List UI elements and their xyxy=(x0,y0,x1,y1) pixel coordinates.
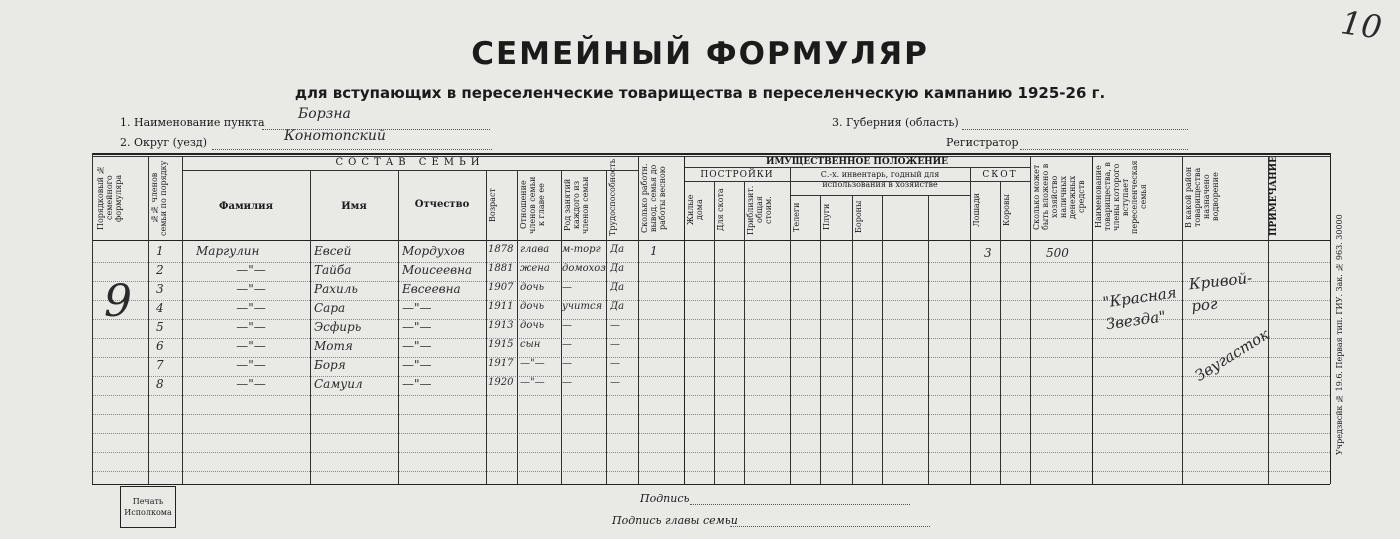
row-7-surname: —"— xyxy=(236,358,266,372)
col-occupation: Род занятий каждого из членов семьи xyxy=(563,176,590,234)
row-8-occupation: — xyxy=(562,377,572,388)
col-name: Имя xyxy=(341,201,367,212)
col-area: В какой район товарищества назначено водворение xyxy=(1184,166,1220,228)
row-6-name: Мотя xyxy=(314,339,353,353)
col-money: Сколько может быть вложено в хозяйство наличных денежных средств xyxy=(1032,163,1086,231)
row-4-able: Да xyxy=(610,301,625,312)
row-2-occupation: домохоз xyxy=(562,263,606,274)
district-value: Конотопский xyxy=(284,128,386,144)
point-value: Борзна xyxy=(298,106,351,122)
col-order-no: Порядковый № семейного формуляра xyxy=(96,165,123,231)
row-6-occupation: — xyxy=(562,339,572,350)
row-1-able: Да xyxy=(610,244,625,255)
col-workers: Сколько работн. вывод. семья до работы весною xyxy=(640,163,667,233)
area-value-1: Кривой-рог xyxy=(1188,268,1253,316)
row-3-relation: дочь xyxy=(520,282,545,293)
col-patronymic: Отчество xyxy=(414,199,470,210)
row-1-occupation: м-торг xyxy=(562,244,601,255)
col-inventory-group: С.-х. инвентарь, годный для использования в хозяйстве xyxy=(820,170,940,189)
point-label: 1. Наименование пункта xyxy=(120,116,265,129)
row-2-able: Да xyxy=(610,263,625,274)
row-6-surname: —"— xyxy=(236,339,266,353)
col-partnership: Наименование товарищества, в члены которого вступает переселенческая семья xyxy=(1094,160,1148,234)
partnership-value: "Красная Звезда" xyxy=(1101,283,1178,334)
row-7-patronymic: —"— xyxy=(402,358,432,372)
row-5-name: Эсфирь xyxy=(314,320,362,334)
row-7-name: Боря xyxy=(314,358,346,372)
col-houses: Жилые дома xyxy=(686,194,704,226)
col-sheds: Для скота xyxy=(716,188,725,232)
col-property-group: ИМУЩЕСТВЕННОЕ ПОЛОЖЕНИЕ xyxy=(765,157,949,167)
row-5-relation: дочь xyxy=(520,320,545,331)
row-8-no: 8 xyxy=(156,377,164,391)
col-notes: ПРИМЕЧАНИЕ xyxy=(1269,155,1279,236)
row-8-patronymic: —"— xyxy=(402,377,432,391)
row-6-able: — xyxy=(610,339,620,350)
col-member-no: №№ членов семьи по порядку xyxy=(150,160,168,236)
row-7-able: — xyxy=(610,358,620,369)
form-subtitle: для вступающих в переселенческие товарищества в переселенческую кампанию 1925-26 г. xyxy=(294,84,1106,102)
row-3-name: Рахиль xyxy=(314,282,358,296)
row-5-no: 5 xyxy=(156,320,164,334)
row-2-no: 2 xyxy=(156,263,164,277)
row-6-age: 1915 xyxy=(488,339,514,350)
row-3-no: 3 xyxy=(156,282,164,296)
family-order-no: 9 xyxy=(104,276,132,327)
row-3-able: Да xyxy=(610,282,625,293)
row-8-able: — xyxy=(610,377,620,388)
col-cows: Коровы xyxy=(1002,194,1011,226)
row-1-surname: Маргулин xyxy=(196,244,260,258)
col-ploughs: Плуги xyxy=(822,203,831,231)
row-5-able: — xyxy=(610,320,620,331)
row-1-age: 1878 xyxy=(488,244,514,255)
row-1-no: 1 xyxy=(156,244,164,258)
row-5-patronymic: —"— xyxy=(402,320,432,334)
col-buildings-group: ПОСТРОЙКИ xyxy=(700,170,774,180)
col-harrows: Бороны xyxy=(854,200,863,234)
col-able: Трудоспособность xyxy=(608,158,617,236)
printer-imprint: Учредзвсйк № 19.6. Первая тип. ГИУ. Зак. № 963. 30000 xyxy=(1335,214,1344,456)
col-horses: Лошади xyxy=(972,193,981,227)
row-6-relation: сын xyxy=(520,339,541,350)
row-2-surname: —"— xyxy=(236,263,266,277)
horses-value: 3 xyxy=(984,246,992,260)
row-2-age: 1881 xyxy=(488,263,514,274)
province-label: 3. Губерния (область) xyxy=(832,116,959,129)
row-1-name: Евсей xyxy=(314,244,352,258)
row-2-name: Тайба xyxy=(314,263,352,277)
row-1-workers: 1 xyxy=(650,244,658,258)
row-4-relation: дочь xyxy=(520,301,545,312)
col-surname: Фамилия xyxy=(219,201,273,212)
col-cattle-group: СКОТ xyxy=(982,170,1018,180)
row-4-patronymic: —"— xyxy=(402,301,432,315)
row-8-surname: —"— xyxy=(236,377,266,391)
form-title: СЕМЕЙНЫЙ ФОРМУЛЯР xyxy=(471,36,929,72)
row-8-relation: —"— xyxy=(520,377,545,388)
signature-label: Подпись xyxy=(640,492,690,505)
row-6-no: 6 xyxy=(156,339,164,353)
row-4-no: 4 xyxy=(156,301,164,315)
district-label: 2. Округ (уезд) xyxy=(120,136,207,149)
row-7-age: 1917 xyxy=(488,358,514,369)
row-5-surname: —"— xyxy=(236,320,266,334)
registrar-label: Регистратор xyxy=(946,136,1019,149)
row-3-occupation: — xyxy=(562,282,572,293)
col-carts: Телеги xyxy=(792,202,801,232)
row-3-surname: —"— xyxy=(236,282,266,296)
row-2-relation: жена xyxy=(520,263,550,274)
stamp-label: Печать Исполкома xyxy=(124,497,172,517)
row-7-no: 7 xyxy=(156,358,164,372)
money-value: 500 xyxy=(1046,246,1069,260)
row-3-age: 1907 xyxy=(488,282,514,293)
row-8-age: 1920 xyxy=(488,377,514,388)
area-value-2: Звугасток xyxy=(1191,325,1273,385)
col-value: Приблизит. общая стоим. xyxy=(746,185,773,235)
stamp-box xyxy=(120,486,176,528)
row-1-relation: глава xyxy=(520,244,550,255)
row-8-name: Самуил xyxy=(314,377,363,391)
row-1-patronymic: Мордухов xyxy=(402,244,465,258)
col-relation: Отношение членов семьи к главе ее xyxy=(519,176,546,234)
row-3-patronymic: Евсеевна xyxy=(402,282,461,296)
row-5-occupation: — xyxy=(562,320,572,331)
row-5-age: 1913 xyxy=(488,320,514,331)
row-2-patronymic: Моисеевна xyxy=(402,263,473,277)
row-4-surname: —"— xyxy=(236,301,266,315)
row-6-patronymic: —"— xyxy=(402,339,432,353)
row-4-occupation: учится xyxy=(562,301,603,312)
col-age: Возраст xyxy=(488,188,497,222)
page-number: 10 xyxy=(1338,3,1385,47)
row-4-age: 1911 xyxy=(488,301,514,312)
col-family-group: СОСТАВ СЕМЬИ xyxy=(335,157,485,168)
row-7-occupation: — xyxy=(562,358,572,369)
row-4-name: Сара xyxy=(314,301,346,315)
row-7-relation: —"— xyxy=(520,358,545,369)
head-signature-label: Подпись главы семьи xyxy=(612,514,738,527)
